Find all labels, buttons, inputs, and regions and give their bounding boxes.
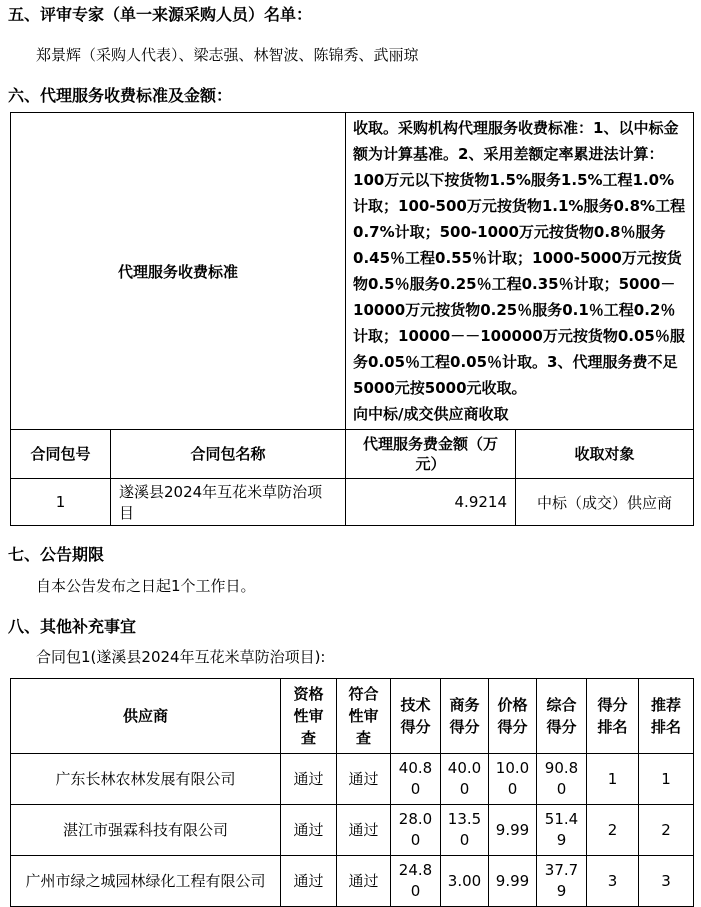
supplier-name: 广州市绿之城园林绿化工程有限公司 [11,856,281,907]
score-table-row [11,856,694,907]
total-score: 37.79 [537,856,587,907]
agency-fee-table [10,112,694,526]
technical-score: 40.80 [391,754,441,805]
supplier-name: 湛江市强霖科技有限公司 [11,805,281,856]
col-package-no: 合同包号 [11,430,111,479]
price-score: 10.00 [489,754,537,805]
recommend-rank: 1 [639,754,694,805]
package1-intro: 合同包1(遂溪县2024年互花米草防治项目): [36,648,326,666]
fee-standard-row [11,113,694,430]
fee-table-data-row [11,479,694,526]
notice-period-text: 自本公告发布之日起1个工作日。 [36,577,256,595]
conformity-result: 通过 [337,754,391,805]
expert-names: 郑景辉（采购人代表）、梁志强、林智波、陈锦秀、武丽琼 [36,46,419,64]
conformity-result: 通过 [337,856,391,907]
score-rank: 3 [587,856,639,907]
col-total-score: 综合得分 [537,679,587,754]
section8-heading: 八、其他补充事宜 [8,617,137,636]
total-score: 90.80 [537,754,587,805]
col-supplier: 供应商 [11,679,281,754]
business-score: 3.00 [441,856,489,907]
section6-heading: 六、代理服务收费标准及金额： [8,86,233,105]
section5-heading: 五、评审专家（单一来源采购人员）名单： [8,5,313,24]
total-score: 51.49 [537,805,587,856]
score-table-header-row [11,679,694,754]
qualification-result: 通过 [281,754,337,805]
supplier-score-table [10,678,694,907]
section7-heading: 七、公告期限 [8,545,105,564]
col-conformity-review: 符合性审查 [337,679,391,754]
fee-target-value: 中标（成交）供应商 [516,479,694,526]
fee-table-header-row [11,430,694,479]
conformity-result: 通过 [337,805,391,856]
score-rank: 2 [587,805,639,856]
technical-score: 28.00 [391,805,441,856]
supplier-name: 广东长林农林发展有限公司 [11,754,281,805]
recommend-rank: 2 [639,805,694,856]
score-rank: 1 [587,754,639,805]
package-name-value: 遂溪县2024年互花米草防治项目 [111,479,346,526]
col-fee-amount: 代理服务费金额（万元） [346,430,516,479]
fee-policy-text: 收取。采购机构代理服务收费标准：1、以中标金额为计算基准。2、采用差额定率累进法计算：100万元以下按货物1.5%服务1.5%工程1.0%计取；100-500万元按货物1.1%服务0.8%工程0.7%计取；500-1000万元按货物0.8％服务0.45％工程0.55％计取；1000-5000万元按货物0.5％服务0.25％工程0.35％计取；5000－10000万元按货物0.25％服务0.1％工程0.2％计取；10000－－100000万元按货物0.05％服务0.05％工程0.05％计取。3、代理服务费不足5000元按5000元收取。 [353,119,686,397]
fee-standard-label: 代理服务收费标准 [11,113,346,430]
qualification-result: 通过 [281,856,337,907]
col-business-score: 商务得分 [441,679,489,754]
qualification-result: 通过 [281,805,337,856]
business-score: 40.00 [441,754,489,805]
col-package-name: 合同包名称 [111,430,346,479]
col-score-rank: 得分排名 [587,679,639,754]
col-recommend-rank: 推荐排名 [639,679,694,754]
col-price-score: 价格得分 [489,679,537,754]
fee-amount-value: 4.9214 [346,479,516,526]
col-technical-score: 技术得分 [391,679,441,754]
fee-standard-policy-cell [346,113,694,430]
score-table-row [11,805,694,856]
package-no-value: 1 [11,479,111,526]
price-score: 9.99 [489,805,537,856]
price-score: 9.99 [489,856,537,907]
score-table-row [11,754,694,805]
business-score: 13.50 [441,805,489,856]
col-qualification-review: 资格性审查 [281,679,337,754]
recommend-rank: 3 [639,856,694,907]
fee-collect-note: 向中标/成交供应商收取 [353,405,509,423]
col-fee-target: 收取对象 [516,430,694,479]
technical-score: 24.80 [391,856,441,907]
